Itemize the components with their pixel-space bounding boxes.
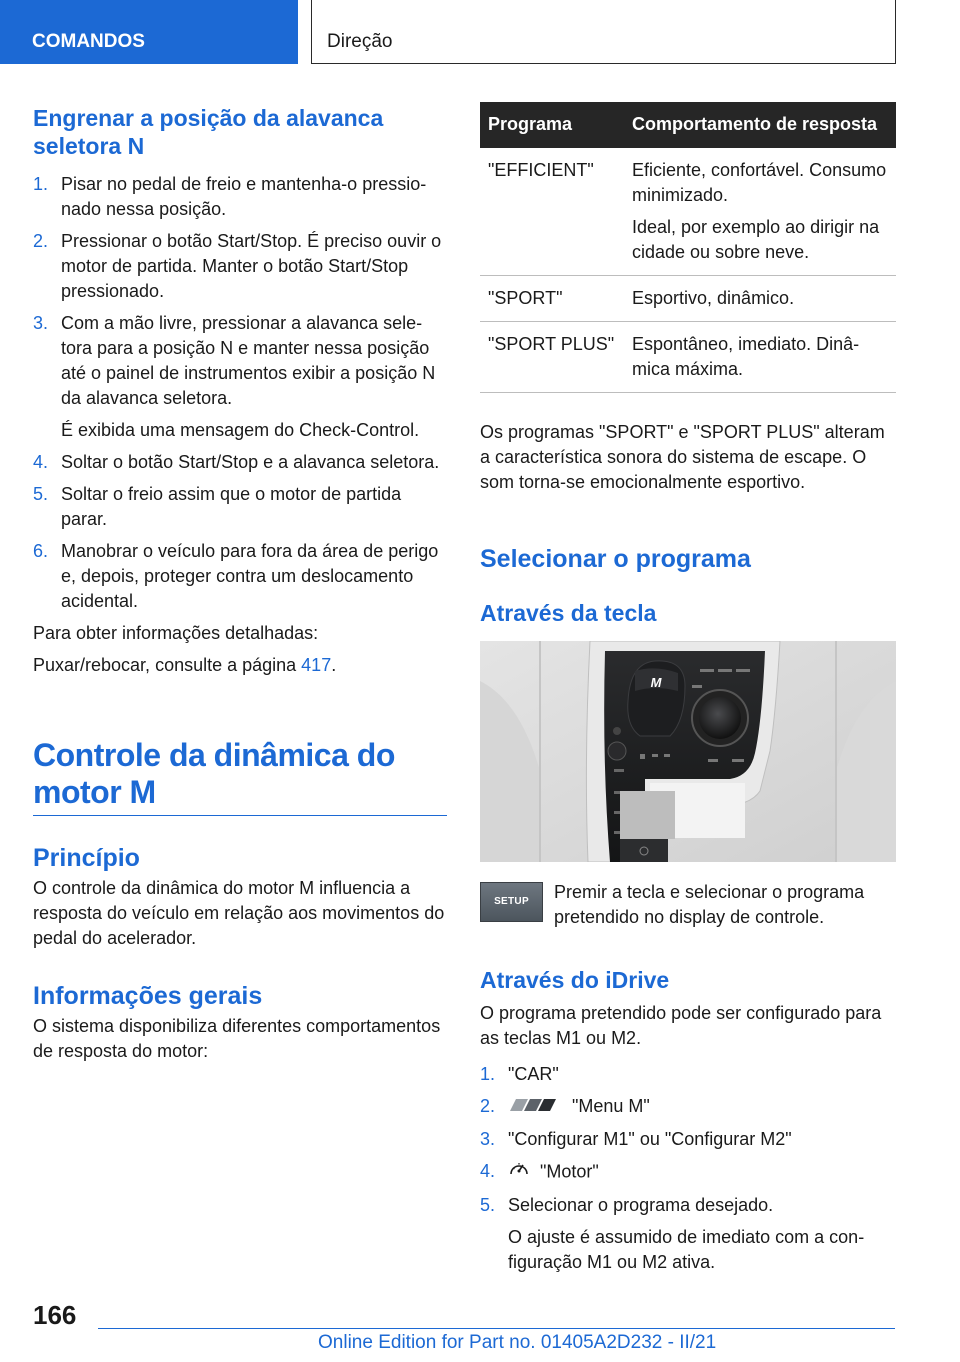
list-item: 1. Pisar no pedal de freio e mantenha-o pressionado nessa posição. bbox=[33, 174, 427, 219]
page-number: 166 bbox=[33, 1300, 77, 1330]
program-table bbox=[480, 102, 896, 393]
list-item: 2. Pressionar o botão Start/Stop. É preciso ouvir o motor de partida. Manter o botão Start/Stop pressionado. bbox=[33, 231, 442, 301]
list-item: 6. Manobrar o veículo para fora da área de perigo e, depois, proteger contra um deslocamento acidental. bbox=[33, 541, 439, 611]
speedometer-icon bbox=[508, 1159, 530, 1186]
idrive-section bbox=[480, 966, 896, 1282]
programs-sound-text: Os programas "SPORT" e "SPORT PLUS" alteram a característica sonora do sistema de escape. O som torna-se emocionalmente esportivo. bbox=[480, 422, 885, 492]
table-header-row bbox=[480, 102, 896, 148]
list-item: 3. Com a mão livre, pressionar a alavanca seletora para a posição N e manter nessa posição até o painel de instrumentos exibir a posição N da alavanca seletora. É exibida uma mensagem do Check-Control. bbox=[33, 313, 436, 440]
general-info-text: O sistema disponibiliza diferentes comportamentos de resposta do motor: bbox=[33, 1016, 441, 1061]
engage-steps bbox=[33, 172, 447, 614]
more-info-text: Para obter informações detalhadas: bbox=[33, 623, 319, 643]
heading-engine-dynamics-control: Controle da dinâmica do motor M bbox=[33, 737, 395, 810]
table-header-behavior: Comportamento de resposta bbox=[624, 102, 896, 148]
idrive-text: O programa pretendido pode ser configurado para as teclas M1 ou M2. bbox=[480, 1003, 882, 1048]
setup-key-text: Premir a tecla e selecionar o programa pretendido no display de controle. bbox=[554, 882, 865, 927]
list-item: 4. "Motor" bbox=[480, 1159, 896, 1186]
section-tab: COMANDOS bbox=[0, 0, 298, 64]
chapter-title: Direção bbox=[311, 0, 896, 64]
m-stripes-icon bbox=[508, 1095, 562, 1120]
list-item: 3. "Configurar M1" ou "Configurar M2" bbox=[480, 1128, 792, 1149]
table-row bbox=[480, 148, 896, 276]
table-cell-program: "SPORT PLUS" bbox=[480, 322, 624, 393]
table-header-program: Programa bbox=[480, 102, 624, 148]
center-console-photo bbox=[480, 641, 896, 862]
principle-section bbox=[33, 843, 447, 951]
heading-via-idrive: Através do iDrive bbox=[480, 967, 670, 993]
table-cell-behavior: Espontâneo, imediato. Dinâmica máxima. bbox=[624, 322, 896, 393]
table-row bbox=[480, 322, 896, 393]
list-item: 4. Soltar o botão Start/Stop e a alavanca seletora. bbox=[33, 452, 440, 472]
heading-select-program: Selecionar o programa bbox=[480, 545, 751, 573]
heading-via-key: Através da tecla bbox=[480, 600, 657, 626]
table-cell-behavior: Eficiente, confortável. Consumo minimizado. Ideal, por exemplo ao dirigir na cidade ou sobre neve. bbox=[624, 148, 896, 276]
list-item: 5. Selecionar o programa desejado. O ajuste é assumido de imediato com a configuração M1 ou M2 ativa. bbox=[480, 1194, 865, 1272]
footer-rule bbox=[98, 1328, 895, 1329]
general-info-section bbox=[33, 981, 447, 1064]
setup-key-icon: SETUP bbox=[480, 882, 543, 922]
left-column bbox=[33, 104, 447, 678]
table-cell-program: "EFFICIENT" bbox=[480, 148, 624, 276]
tow-reference: Puxar/rebocar, consulte a página 417. bbox=[33, 655, 337, 675]
list-item: 2. "Menu M" bbox=[480, 1094, 896, 1120]
list-item: 5. Soltar o freio assim que o motor de partida parar. bbox=[33, 484, 402, 529]
list-item: 1. "CAR" bbox=[480, 1064, 559, 1084]
page-link-417[interactable]: 417 bbox=[301, 655, 332, 675]
heading-principle: Princípio bbox=[33, 844, 140, 872]
heading-engage-n: Engrenar a posição da alavanca seletora N bbox=[33, 105, 384, 159]
heading-rule bbox=[33, 815, 447, 816]
principle-text: O controle da dinâmica do motor M influencia a resposta do veículo em relação aos movimentos do pedal do acelerador. bbox=[33, 878, 445, 948]
edition-footer: Online Edition for Part no. 01405A2D232 - II/21 bbox=[318, 1332, 717, 1353]
idrive-steps bbox=[480, 1062, 896, 1275]
table-cell-program: "SPORT" bbox=[480, 276, 624, 322]
heading-general-info: Informações gerais bbox=[33, 982, 263, 1010]
table-row bbox=[480, 276, 896, 322]
table-cell-behavior: Esportivo, dinâmico. bbox=[624, 276, 896, 322]
m-logo: M bbox=[650, 675, 662, 690]
